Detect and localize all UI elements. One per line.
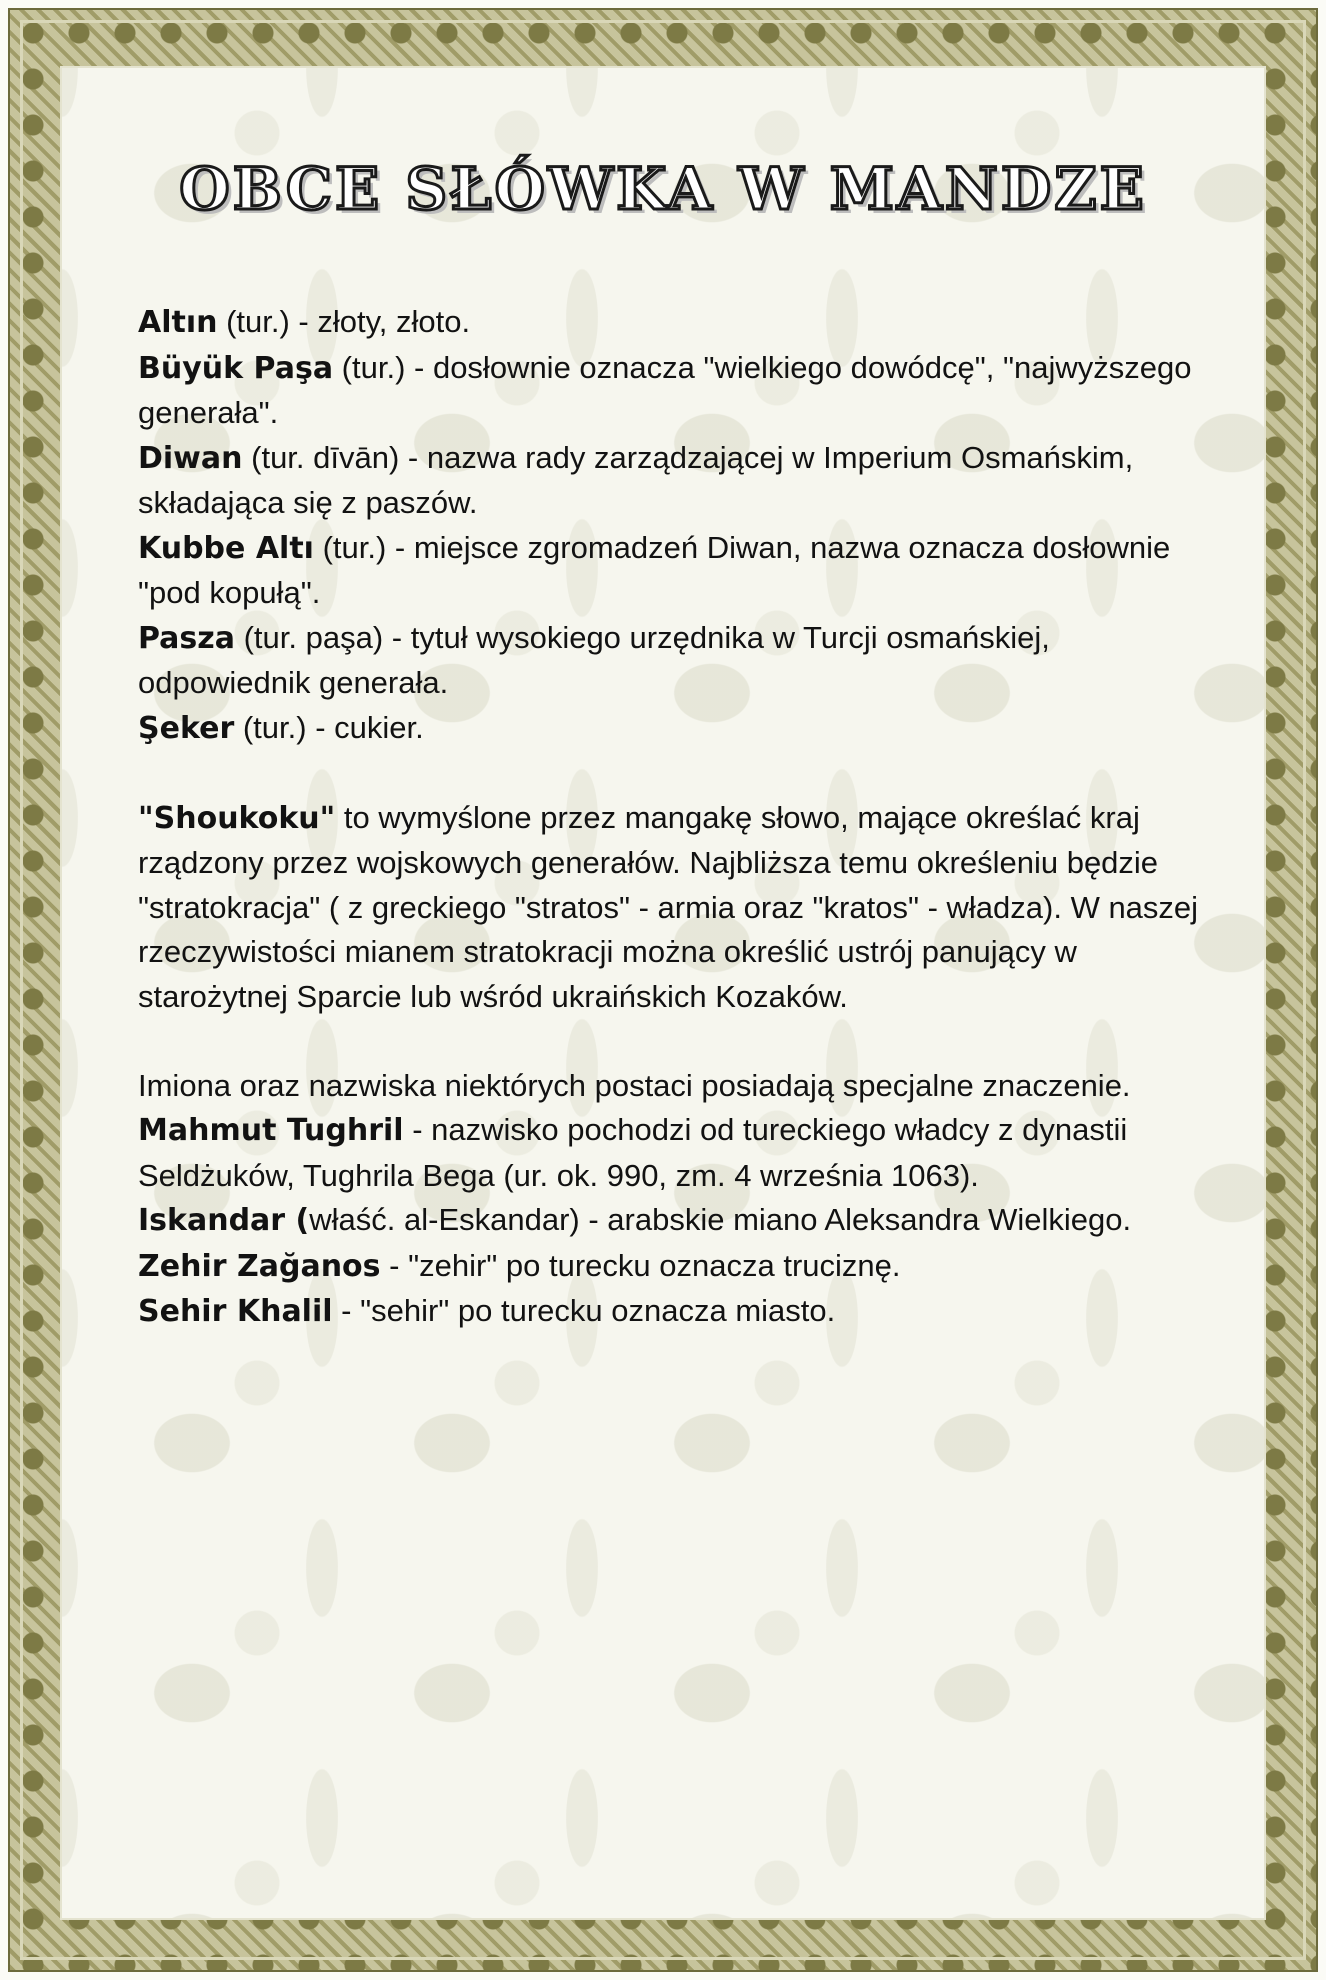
entry-definition: - "zehir" po turecku oznacza truciznę. [380,1247,901,1283]
entry-iskandar [138,1198,1218,1244]
entry-definition: (tur.) - cukier. [234,709,424,745]
entry-term: Altın [138,305,218,340]
entry-definition: (tur. paşa) - tytuł wysokiego urzędnika w Turcji osmańskiej, odpowiednik generała. [138,619,1050,700]
spacer [138,751,1218,796]
entry-buyuk-pasa [138,346,1218,436]
entry-term: Zehir Zağanos [138,1248,381,1284]
entry-term: Sehir Khalil [138,1294,333,1329]
entry-altin [138,300,1218,346]
spacer [138,1019,1218,1064]
entry-definition: - "sehir" po turecku oznacza miasto. [332,1293,836,1328]
shoukoku-paragraph [138,796,1218,1020]
entry-definition: - nazwisko pochodzi od tureckiego władcy z dynastii Seldżuków, Tughrila Bega (ur. ok. 990, zm. 4 września 1063). [138,1112,1128,1193]
entry-definition: to wymyślone przez mangakę słowo, mające określać kraj rządzony przez wojskowych generałów. Najbliższa temu określeniu będzie "stratokracja" ( z greckiego "stratos" - armia oraz "kratos" - władza). W naszej rzeczywistości mianem stratokracji można określić ustrój panujący w starożytnej Sparcie lub wśród ukraińskich Kozaków. [138,799,1199,1014]
entry-term: "Shoukoku" [138,800,336,836]
entry-sehir-khalil [138,1289,1218,1335]
entry-kubbe-alti [138,526,1218,616]
entry-mahmut-tughril [138,1108,1218,1198]
entry-term: Büyük Paşa [138,350,334,386]
entry-definition: właść. al-Eskandar) - arabskie miano Aleksandra Wielkiego. [309,1202,1132,1237]
glossary-content [138,300,1218,1335]
entry-zehir-zaganos [138,1244,1218,1290]
entry-term: Mahmut Tughril [138,1113,404,1148]
page-title: OBCE SŁÓWKA W MANDZE [179,155,1147,223]
entry-term: Pasza [138,620,235,656]
entry-definition: (tur.) - dosłownie oznacza "wielkiego dowódcę", "najwyższego generała". [138,349,1192,430]
entry-definition: (tur.) - złoty, złoto. [217,304,471,339]
entry-term: Şeker [138,710,235,746]
entry-diwan [138,436,1218,526]
entry-term: Diwan [138,440,243,476]
entry-definition: (tur. dīvān) - nazwa rady zarządzającej w Imperium Osmańskim, składająca się z paszów. [138,439,1134,520]
names-intro: Imiona oraz nazwiska niektórych postaci posiadają specjalne znaczenie. [138,1067,1131,1103]
entry-seker [138,706,1218,752]
entry-definition: (tur.) - miejsce zgromadzeń Diwan, nazwa oznacza dosłownie "pod kopułą". [138,529,1171,610]
entry-term: Kubbe Altı [138,530,314,566]
entry-term: Iskandar ( [138,1203,310,1238]
entry-pasza [138,616,1218,706]
